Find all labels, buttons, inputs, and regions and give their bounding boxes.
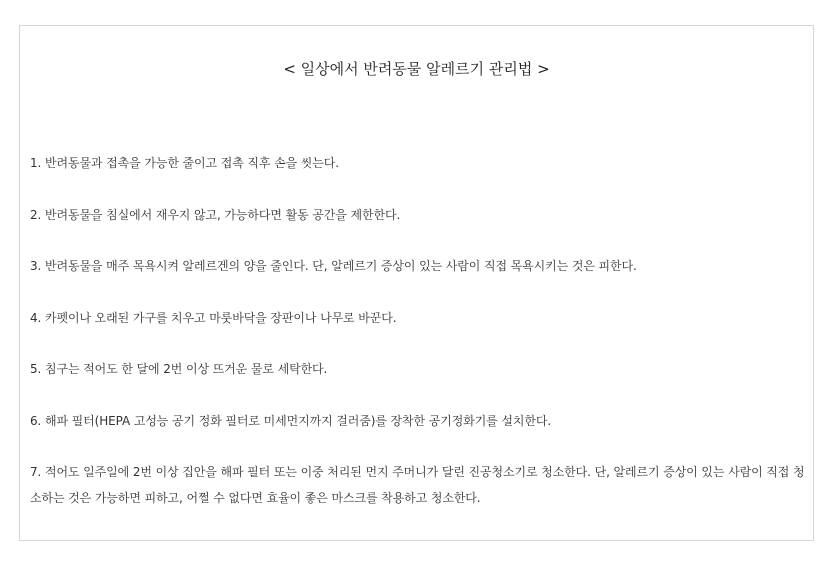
content-box — [19, 25, 814, 541]
list-item: 4. 카펫이나 오래된 가구를 치우고 마룻바닥을 장판이나 나무로 바꾼다. — [30, 310, 397, 325]
tips-list — [30, 150, 805, 511]
list-item: 6. 해파 필터(HEPA 고성능 공기 정화 필터로 미세먼지까지 걸러줌)를 장착한 공기정화기를 설치한다. — [30, 413, 552, 428]
list-item: 5. 침구는 적어도 한 달에 2번 이상 뜨거운 물로 세탁한다. — [30, 362, 328, 376]
list-item: 3. 반려동물을 매주 목욕시켜 알레르겐의 양을 줄인다. 단, 알레르기 증상이 있는 사람이 직접 목욕시키는 것은 피한다. — [30, 259, 637, 273]
list-item: 2. 반려동물을 침실에서 재우지 않고, 가능하다면 활동 공간을 제한한다. — [30, 207, 401, 222]
document-title: < 일상에서 반려동물 알레르기 관리법 > — [283, 60, 550, 78]
list-item: 1. 반려동물과 접촉을 가능한 줄이고 접촉 직후 손을 씻는다. — [30, 156, 339, 170]
list-item: 7. 적어도 일주일에 2번 이상 집안을 해파 필터 또는 이중 처리된 먼지 주머니가 달린 진공청소기로 청소한다. 단, 알레르기 증상이 있는 사람이 직접 청소하는 것은 가능하면 피하고, 어쩔 수 없다면 효율이 좋은 마스크를 착용하고 청소한다. — [30, 465, 805, 505]
